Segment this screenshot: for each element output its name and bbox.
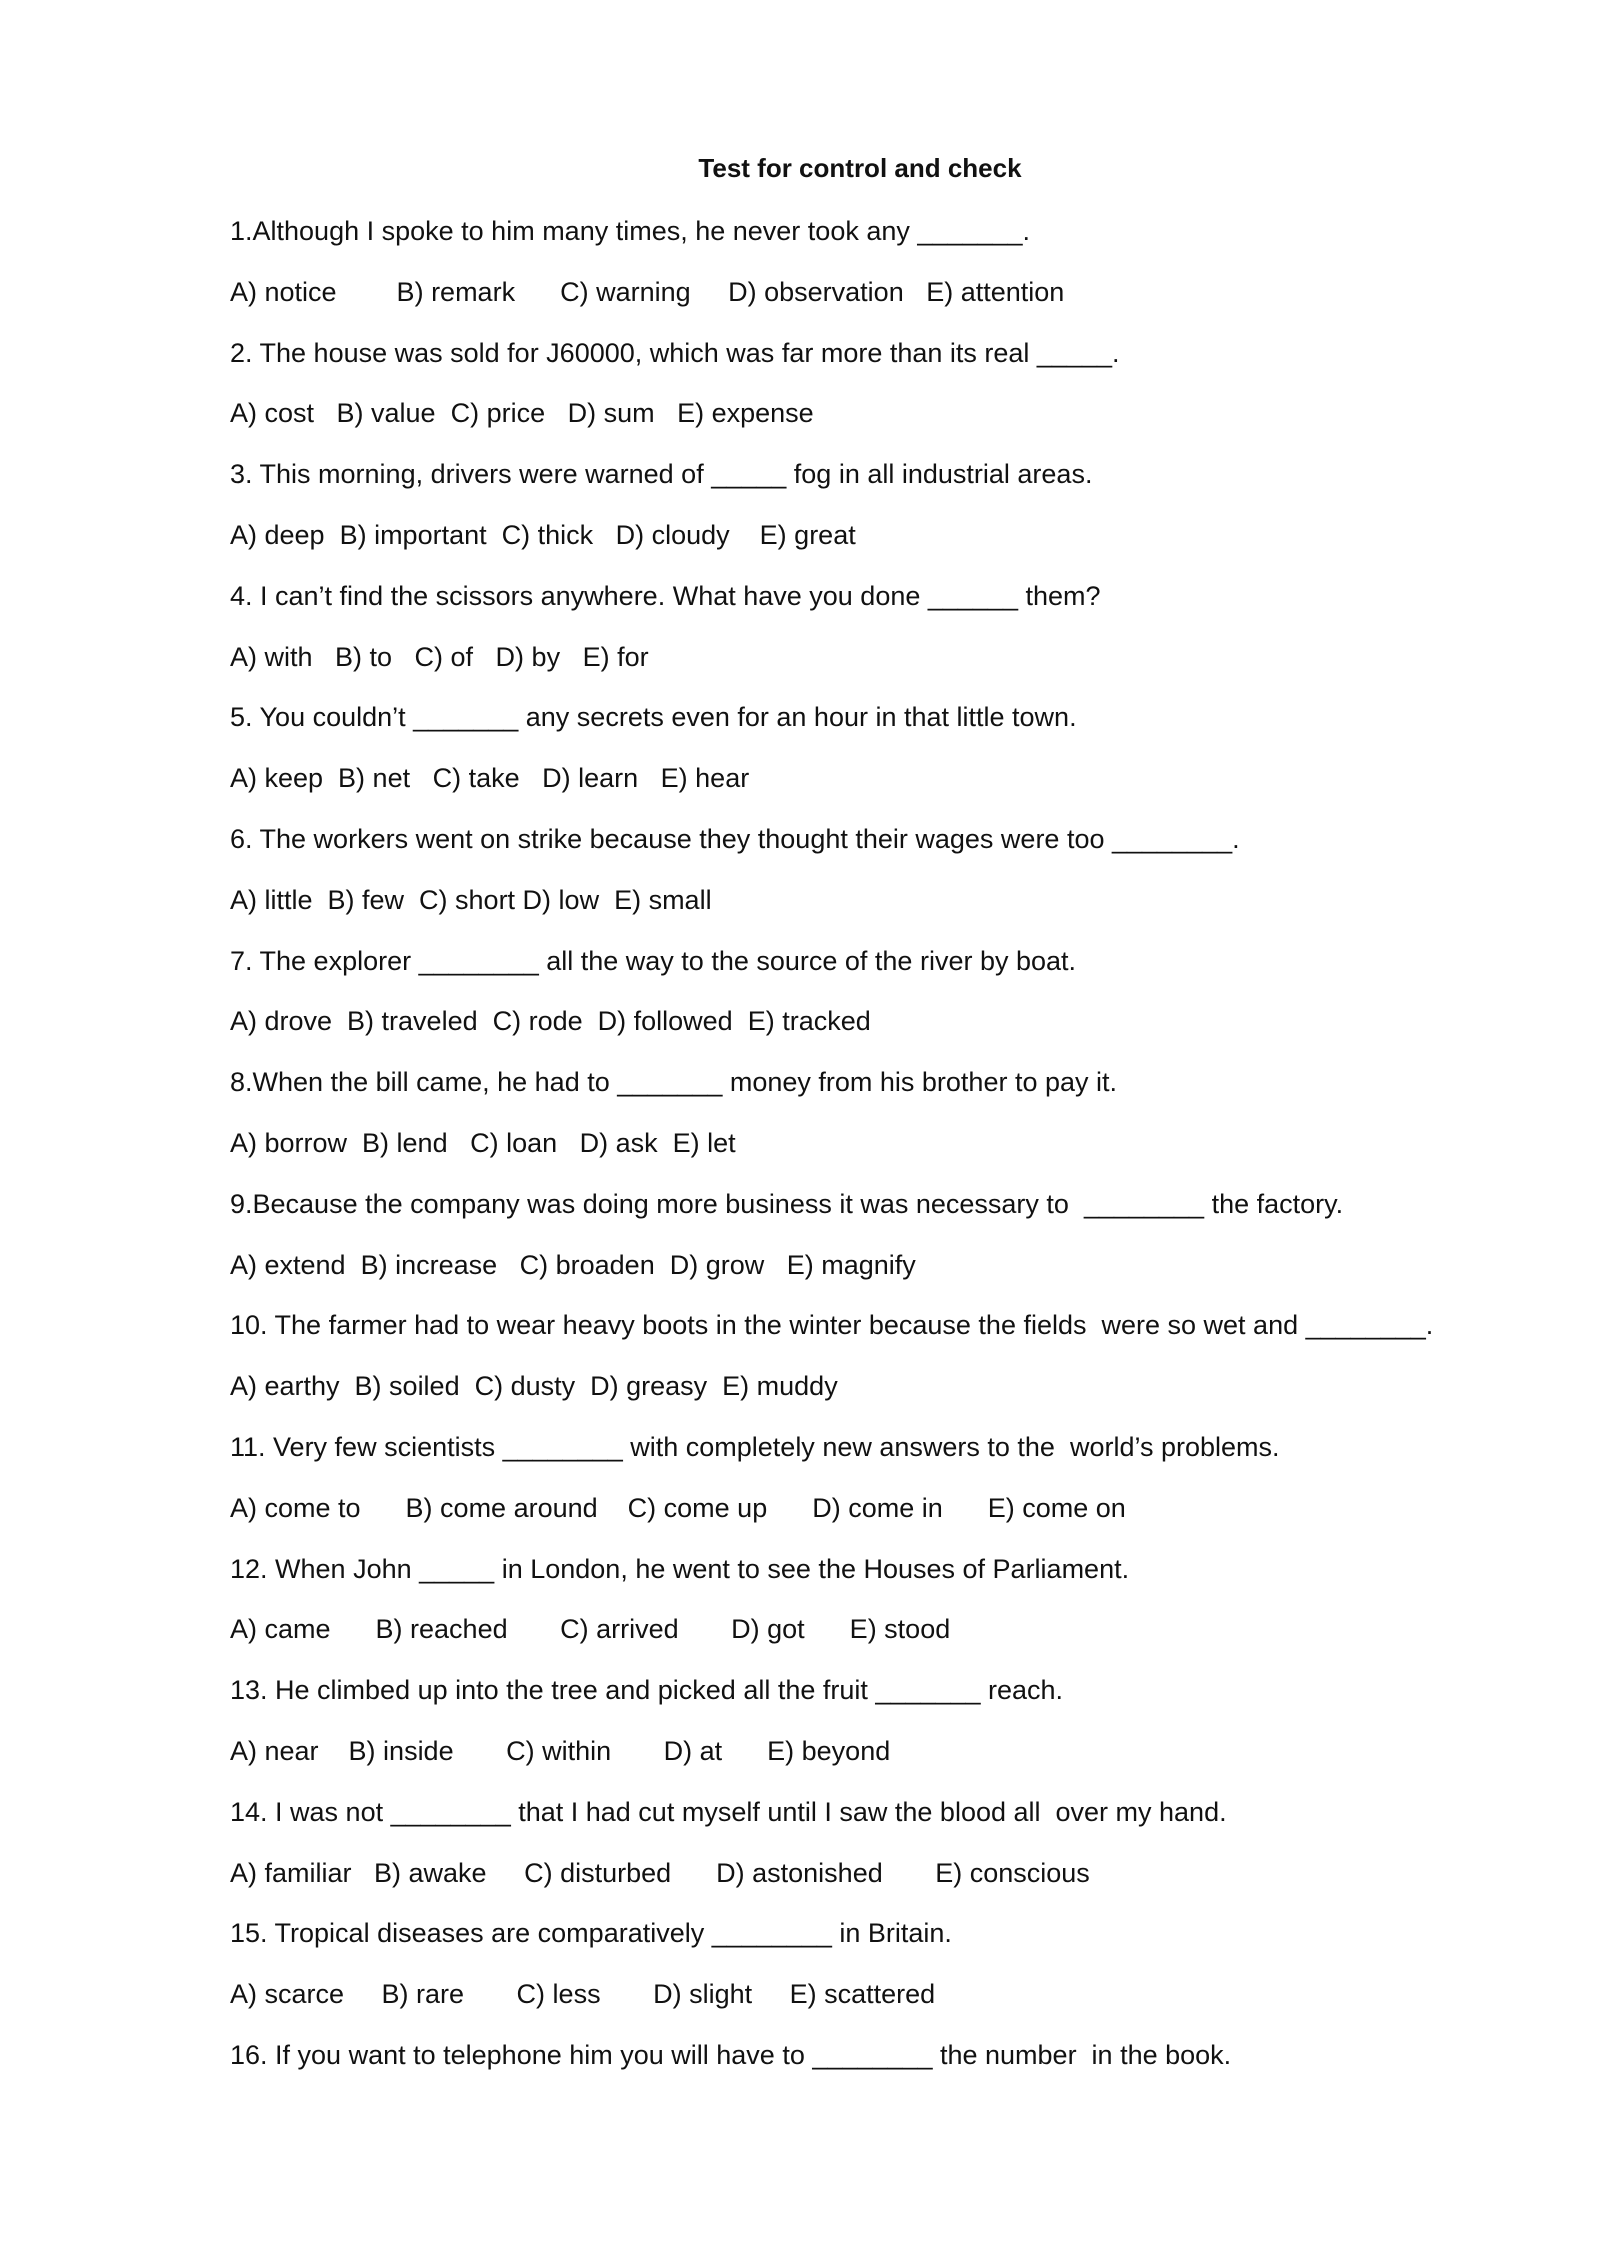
answer-options: A) scarce B) rare C) less D) slight E) scattered bbox=[230, 1979, 936, 2010]
question-list bbox=[230, 210, 1570, 2095]
answer-options: A) near B) inside C) within D) at E) beyond bbox=[230, 1735, 891, 1766]
question-text: 10. The farmer had to wear heavy boots in the winter because the fields were so wet and ________. bbox=[230, 1310, 1434, 1341]
question-text: 5. You couldn’t _______ any secrets even for an hour in that little town. bbox=[230, 702, 1077, 733]
answer-options: A) come to B) come around C) come up D) come in E) come on bbox=[230, 1492, 1126, 1523]
answer-options: A) cost B) value C) price D) sum E) expense bbox=[230, 398, 814, 429]
question-text: 3. This morning, drivers were warned of _____ fog in all industrial areas. bbox=[230, 459, 1093, 490]
answer-options: A) borrow B) lend C) loan D) ask E) let bbox=[230, 1127, 736, 1158]
answer-options: A) deep B) important C) thick D) cloudy E) great bbox=[230, 519, 856, 550]
question-text: 15. Tropical diseases are comparatively ________ in Britain. bbox=[230, 1918, 952, 1949]
answer-options: A) familiar B) awake C) disturbed D) astonished E) conscious bbox=[230, 1857, 1090, 1888]
question-text: 11. Very few scientists ________ with completely new answers to the world’s problems. bbox=[230, 1431, 1280, 1462]
question-text: 6. The workers went on strike because they thought their wages were too ________. bbox=[230, 823, 1240, 854]
question-text: 7. The explorer ________ all the way to the source of the river by boat. bbox=[230, 945, 1077, 976]
question-text: 9.Because the company was doing more business it was necessary to ________ the factory. bbox=[230, 1188, 1344, 1219]
answer-options: A) notice B) remark C) warning D) observation E) attention bbox=[230, 276, 1065, 307]
question-text: 2. The house was sold for J60000, which was far more than its real _____. bbox=[230, 337, 1120, 368]
question-text: 1.Although I spoke to him many times, he never took any _______. bbox=[230, 216, 1030, 246]
test-title: Test for control and check bbox=[698, 153, 1022, 183]
question-text: 16. If you want to telephone him you will have to ________ the number in the book. bbox=[230, 2039, 1232, 2070]
question-text: 12. When John _____ in London, he went to see the Houses of Parliament. bbox=[230, 1553, 1130, 1584]
answer-options: A) with B) to C) of D) by E) for bbox=[230, 641, 649, 672]
answer-options: A) keep B) net C) take D) learn E) hear bbox=[230, 763, 750, 794]
answer-options: A) earthy B) soiled C) dusty D) greasy E) muddy bbox=[230, 1371, 838, 1402]
question-text: 4. I can’t find the scissors anywhere. What have you done ______ them? bbox=[230, 580, 1101, 611]
question-text: 8.When the bill came, he had to _______ money from his brother to pay it. bbox=[230, 1067, 1118, 1098]
answer-options: A) little B) few C) short D) low E) small bbox=[230, 884, 712, 915]
answer-options: A) extend B) increase C) broaden D) grow E) magnify bbox=[230, 1249, 916, 1280]
question-text: 13. He climbed up into the tree and picked all the fruit _______ reach. bbox=[230, 1675, 1064, 1706]
answer-options: A) came B) reached C) arrived D) got E) stood bbox=[230, 1614, 951, 1645]
question-text: 14. I was not ________ that I had cut myself until I saw the blood all over my hand. bbox=[230, 1796, 1227, 1827]
answer-options: A) drove B) traveled C) rode D) followed E) tracked bbox=[230, 1006, 871, 1037]
